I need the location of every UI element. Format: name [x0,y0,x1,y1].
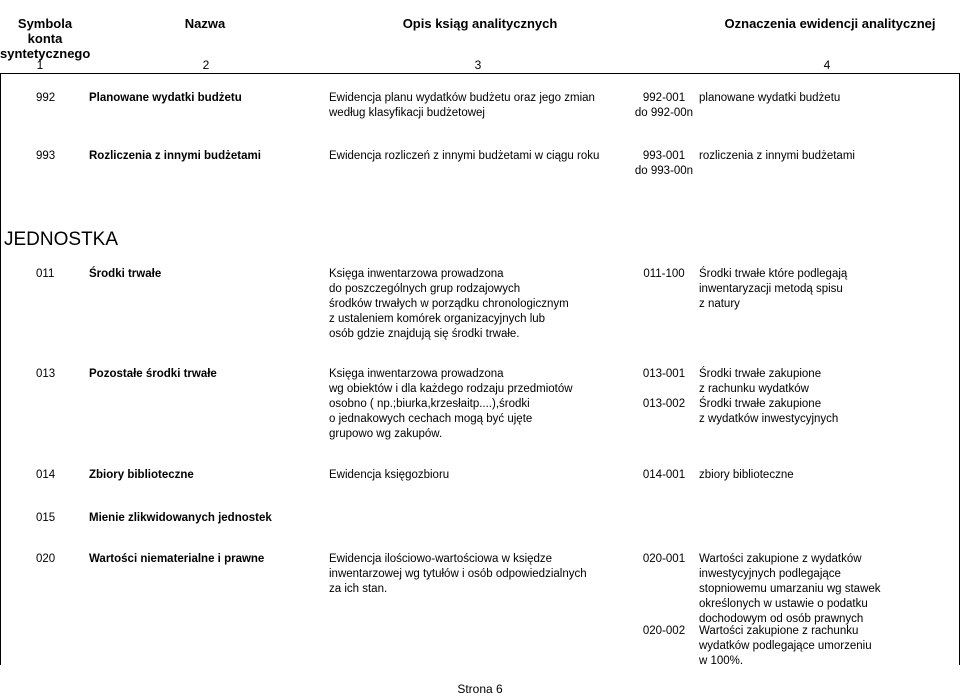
table-header [0,0,960,74]
analytical-label: Środki trwałe które podlegają inwentaryzacji metodą spisu z natury [699,268,848,310]
account-description: Księga inwentarzowa prowadzona wg obiektów i dla każdego rodzaju przedmiotów osobno ( np.;biurka,krzesłaitp....),środki o jednakowych cechach mogą być ujęte grupowo wg zakupów. [329,368,573,440]
header-col-analytical-marking: Oznaczenia ewidencji analitycznej [724,16,936,31]
account-code: 011 [36,268,55,280]
account-description: Ewidencja planu wydatków budżetu oraz jego zmian według klasyfikacji budżetowej [329,92,595,119]
account-name: Wartości niematerialne i prawne [89,553,265,565]
analytical-label: Środki trwałe zakupione z wydatków inwestycyjnych [699,398,839,425]
account-code: 014 [36,469,56,481]
account-name: Zbiory biblioteczne [89,469,194,481]
account-description: Ewidencja rozliczeń z innymi budżetami w ciągu roku [329,150,600,162]
account-code: 020 [36,553,56,565]
account-description: Ewidencja księgozbioru [329,469,450,481]
analytical-code: 992-001 do 992-00n [634,92,694,119]
account-name: Rozliczenia z innymi budżetami [89,150,261,162]
analytical-label: Środki trwałe zakupione z rachunku wydatków [699,368,822,395]
header-num-2: 2 [202,58,210,72]
account-name: Pozostałe środki trwałe [89,368,217,380]
analytical-code: 011-100 [643,268,685,280]
header-num-3: 3 [474,58,482,72]
column-rule-left [0,73,1,665]
analytical-code: 020-002 [642,625,686,637]
account-code: 015 [36,512,56,524]
analytical-label: rozliczenia z innymi budżetami [699,150,855,162]
analytical-label: zbiory biblioteczne [699,469,794,481]
analytical-label: planowane wydatki budżetu [699,92,841,104]
account-code: 013 [36,368,56,380]
page-number: Strona 6 [457,682,503,696]
header-col-description: Opis ksiąg analitycznych [402,16,558,31]
account-name: Planowane wydatki budżetu [89,92,242,104]
header-num-4: 4 [823,58,831,72]
analytical-code: 014-001 [642,469,686,481]
analytical-code: 020-001 [642,553,686,565]
header-col-symbol: Symbola konta syntetycznego [0,16,91,61]
header-col-name: Nazwa [184,16,226,31]
section-title: JEDNOSTKA [4,229,119,250]
account-description: Ewidencja ilościowo-wartościowa w księdze inwentarzowej wg tytułów i osób odpowiedzialnych za ich stan. [329,553,587,595]
analytical-label: Wartości zakupione z rachunku wydatków podlegające umorzeniu w 100%. [699,625,872,667]
analytical-code: 013-001 [642,368,686,380]
analytical-label: Wartości zakupione z wydatków inwestycyjnych podlegające stopniowemu umarzaniu wg stawek określonych w ustawie o podatku dochodowym od osób prawnych [699,553,881,625]
account-name: Mienie zlikwidowanych jednostek [89,512,272,524]
analytical-code: 013-002 [642,398,686,410]
account-code: 993 [36,150,56,162]
account-name: Środki trwałe [89,268,162,280]
analytical-code: 993-001 do 993-00n [634,150,694,177]
header-num-1: 1 [36,58,44,72]
account-code: 992 [36,92,56,104]
account-description: Księga inwentarzowa prowadzona do poszczególnych grup rodzajowych środków trwałych w porządku chronologicznym z ustaleniem komórek organizacyjnych lub osób gdzie znajdują się środki trwałe. [329,268,569,340]
